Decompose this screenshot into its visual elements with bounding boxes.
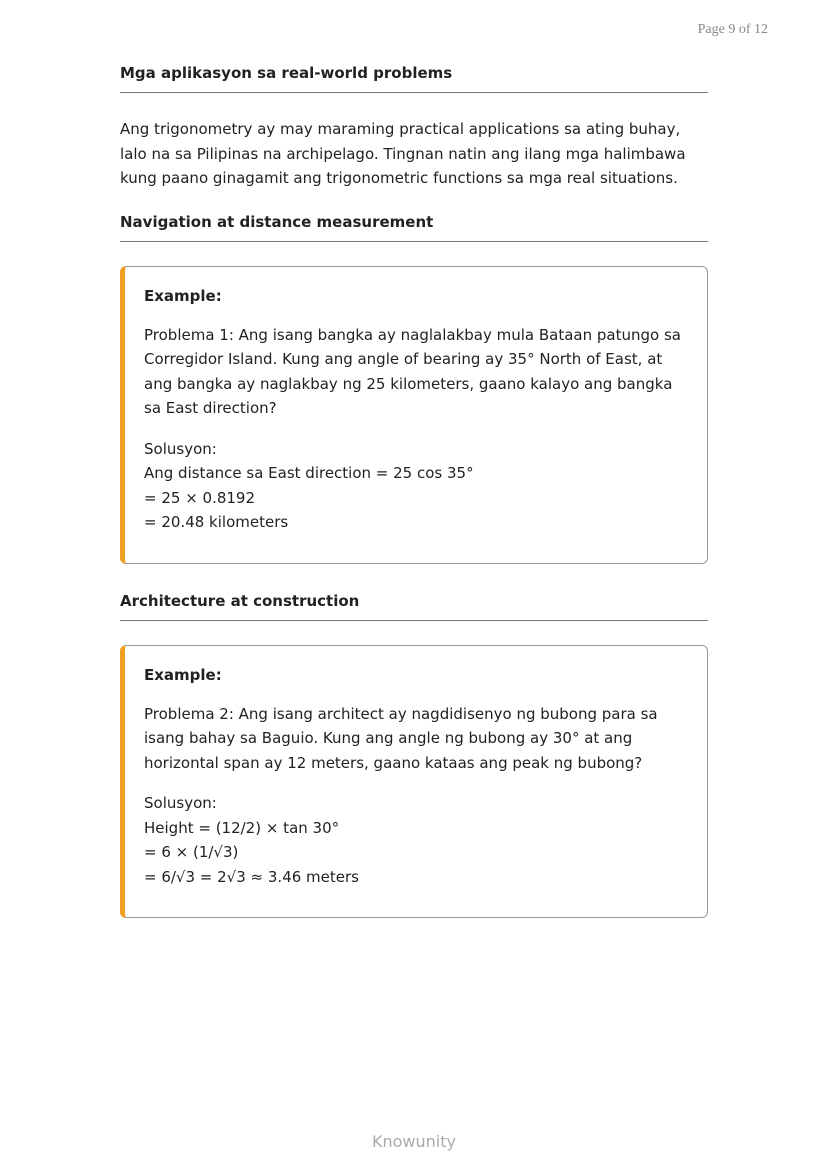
solution-step: Ang distance sa East direction = 25 cos 35°: [144, 464, 474, 482]
example-title: Example:: [144, 665, 222, 684]
footer-brand: Knowunity: [372, 1132, 456, 1151]
page-number: Page 9 of 12: [697, 22, 768, 37]
example-title: Example:: [144, 286, 222, 305]
problem-text: Problema 1: Ang isang bangka ay naglalakbay mula Bataan patungo sa Corregidor Island. Kung ang angle of bearing ay 35° North of East, at ang bangka ay naglakbay ng 25 kilometers, gaano kalayo ang bangka sa East direction?: [144, 325, 681, 417]
section-heading-applications: Mga aplikasyon sa real-world problems: [120, 64, 708, 93]
document-content: [120, 64, 708, 946]
solution-step: = 6 × (1/√3): [144, 843, 239, 861]
problem-text: Problema 2: Ang isang architect ay nagdidisenyo ng bubong para sa isang bahay sa Baguio. Kung ang angle ng bubong ay 30° at ang horizontal span ay 12 meters, gaano kataas ang peak ng bubong?: [144, 704, 658, 772]
solution-step: = 25 × 0.8192: [144, 488, 256, 507]
solution-label: Solusyon:: [144, 794, 217, 812]
example-box-architecture: [120, 645, 708, 919]
example-box-navigation: [120, 266, 708, 564]
solution-label: Solusyon:: [144, 439, 217, 458]
section-heading-architecture: Architecture at construction: [120, 592, 708, 621]
section-heading-navigation: Navigation at distance measurement: [120, 213, 708, 242]
solution-step: = 20.48 kilometers: [144, 513, 289, 531]
solution-step: Height = (12/2) × tan 30°: [144, 818, 340, 837]
intro-paragraph: Ang trigonometry ay may maraming practical applications sa ating buhay, lalo na sa Pilipinas na archipelago. Tingnan natin ang ilang mga halimbawa kung paano ginagamit ang trigonometric functions sa mga real situations.: [120, 120, 686, 187]
solution-step: = 6/√3 = 2√3 ≈ 3.46 meters: [144, 867, 359, 886]
